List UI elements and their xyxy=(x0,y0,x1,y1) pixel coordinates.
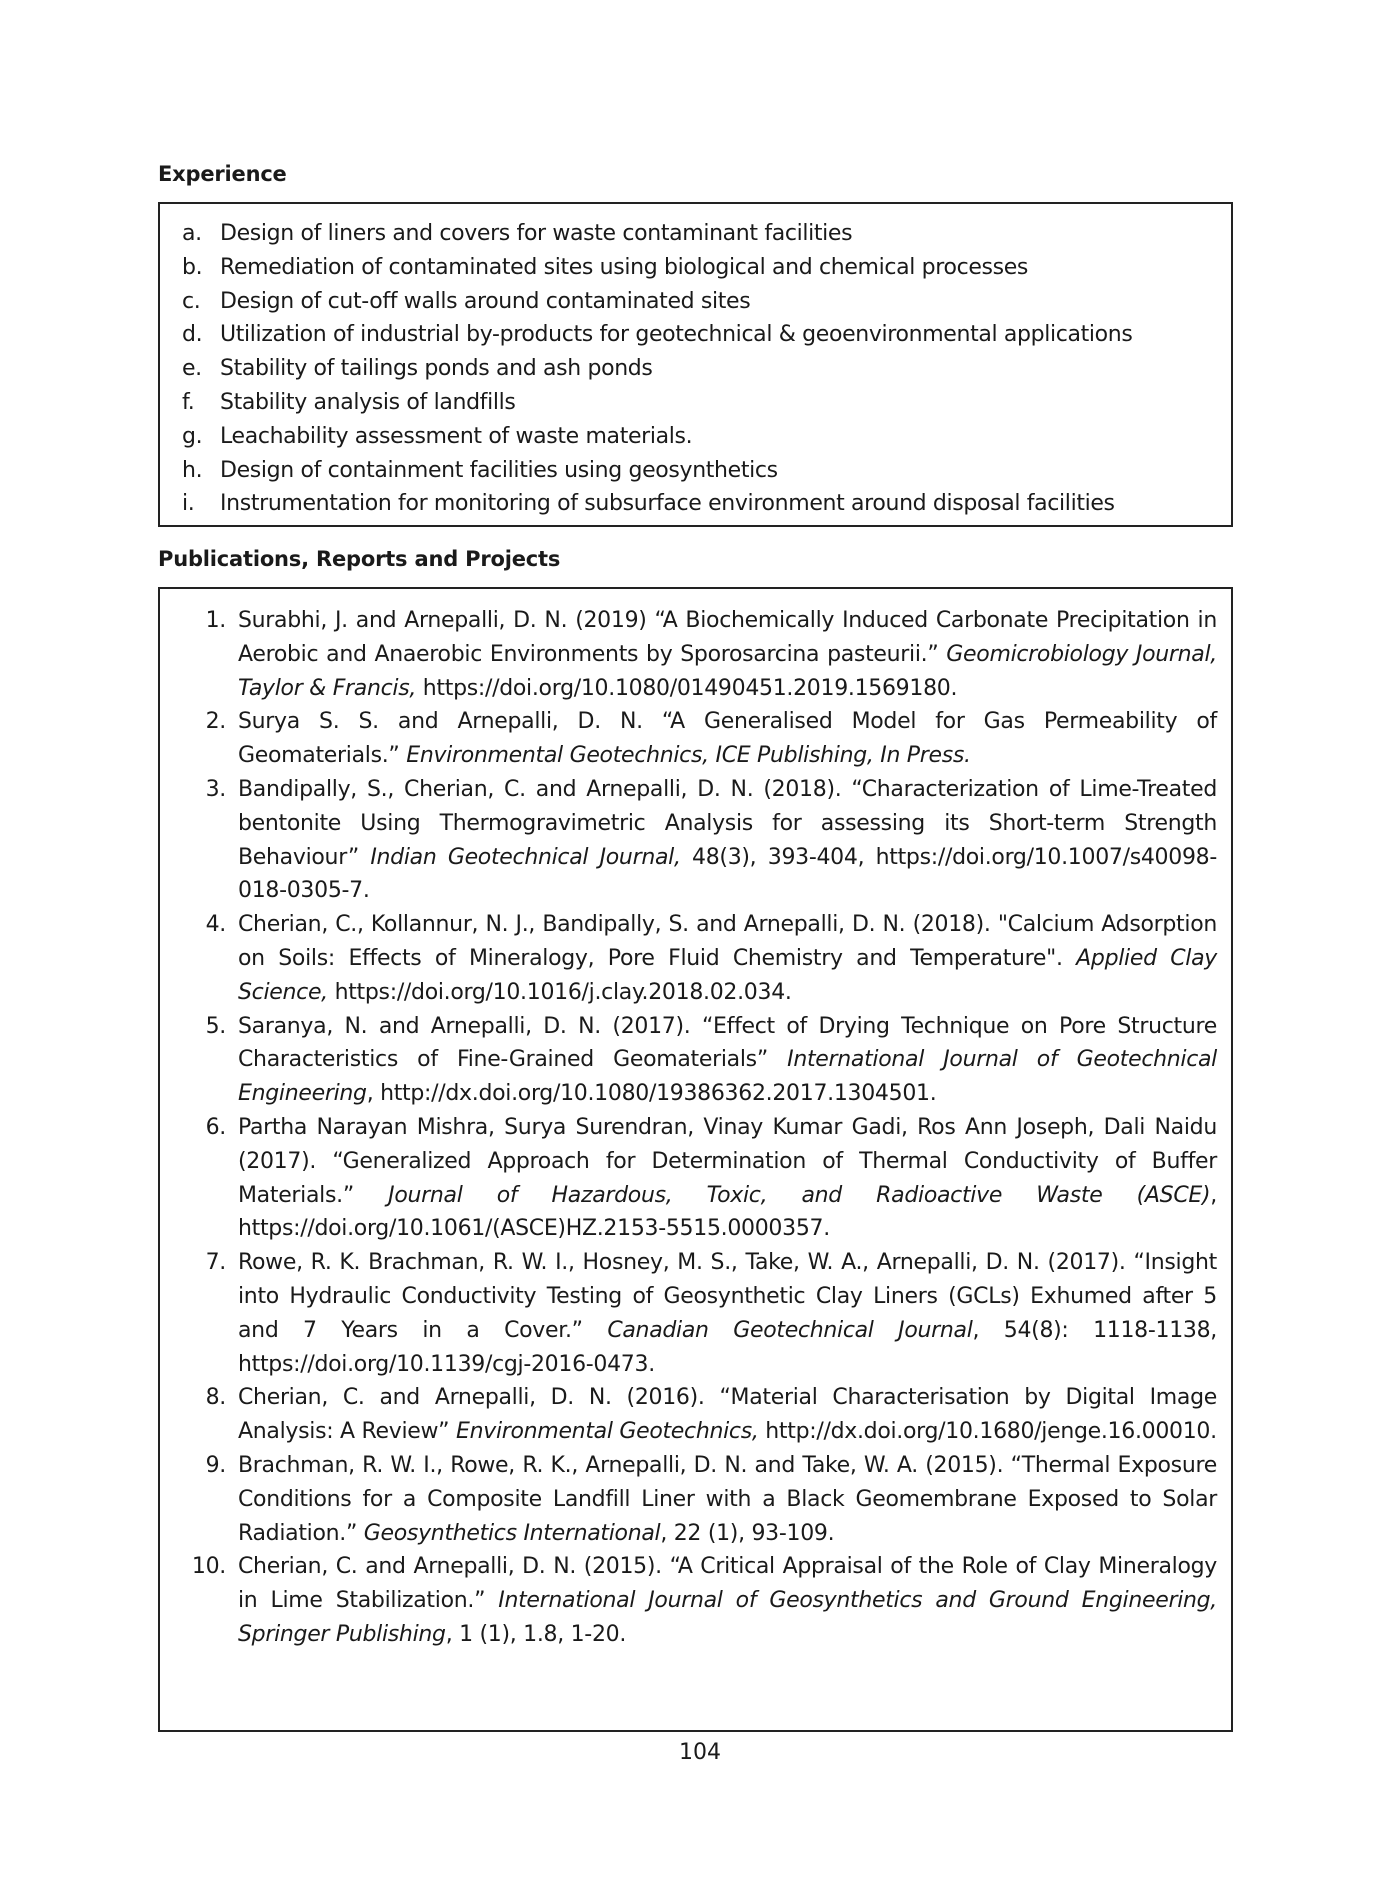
publication-citation xyxy=(238,1010,1217,1111)
publication-journal: Environmental Geotechnics, xyxy=(455,1419,759,1445)
publication-citation xyxy=(238,1246,1217,1381)
publication-item xyxy=(174,1381,1217,1449)
publication-details: , 54(8): 1118-1138, https://doi.org/10.1139/cgj-2016-0473. xyxy=(238,1317,1217,1377)
publication-journal: International Journal of Geosynthetics and Ground Engineering, Springer Publishing xyxy=(238,1588,1218,1647)
publication-journal: Journal of Hazardous, Toxic, and Radioactive Waste (ASCE) xyxy=(388,1182,1211,1208)
publication-journal: Environmental Geotechnics, ICE Publishing, In Press. xyxy=(406,743,971,769)
publication-details: , 1 (1), 1.8, 1-20. xyxy=(445,1621,627,1647)
experience-item-text: Instrumentation for monitoring of subsurface environment around disposal facilities xyxy=(220,491,1115,517)
experience-item-letter: a. xyxy=(182,221,202,246)
publication-number: 1. xyxy=(205,608,226,633)
experience-list xyxy=(182,217,1231,521)
publication-journal: Applied Clay Science, xyxy=(238,945,1217,1005)
experience-box xyxy=(158,202,1233,527)
publication-item xyxy=(174,1550,1217,1651)
publications-heading: Publications, Reports and Projects xyxy=(158,547,561,571)
experience-item-letter: b. xyxy=(182,254,203,280)
experience-item-text: Design of containment facilities using geosynthetics xyxy=(220,457,778,483)
publication-number: 6. xyxy=(205,1114,226,1140)
publication-authors-title: Bandipally, S., Cherian, C. and Arnepalli, D. N. (2018). “Characterization of Lime-Treated bentonite Using Thermogravimetric Analysis for assessing its Short-term Strength Behaviour” xyxy=(238,776,1217,870)
experience-item-letter: d. xyxy=(182,322,203,348)
publication-item xyxy=(174,1449,1217,1550)
publication-item xyxy=(174,1111,1217,1246)
publication-citation xyxy=(238,1550,1217,1651)
experience-item xyxy=(182,318,1231,352)
publication-citation xyxy=(238,1381,1217,1449)
publication-citation xyxy=(238,908,1217,1009)
publication-authors-title: Surabhi, J. and Arnepalli, D. N. (2019) “A Biochemically Induced Carbonate Precipitation in Aerobic and Anaerobic Environments by Sporosarcina pasteurii.” xyxy=(238,608,1217,667)
publication-item xyxy=(174,705,1217,773)
publication-authors-title: Surya S. S. and Arnepalli, D. N. “A Generalised Model for Gas Permeability of Geomaterials.” xyxy=(238,709,1217,769)
publication-number: 8. xyxy=(205,1385,226,1411)
publication-journal: International Journal of Geotechnical Engineering xyxy=(238,1047,1217,1107)
experience-item-letter: i. xyxy=(182,491,195,517)
experience-item-text: Design of cut-off walls around contaminated sites xyxy=(220,288,751,314)
publication-details: https://doi.org/10.1080/01490451.2019.1569180. xyxy=(416,675,958,701)
experience-item-text: Stability analysis of landfills xyxy=(220,389,516,415)
publication-number: 10. xyxy=(191,1554,226,1580)
publication-authors-title: Saranya, N. and Arnepalli, D. N. (2017). “Effect of Drying Technique on Pore Structure Characteristics of Fine-Grained Geomaterials” xyxy=(238,1013,1217,1073)
experience-item-letter: g. xyxy=(182,423,203,449)
experience-item-text: Utilization of industrial by-products for geotechnical & geoenvironmental applications xyxy=(220,322,1133,348)
experience-item xyxy=(182,487,1231,521)
experience-heading: Experience xyxy=(158,162,287,186)
publication-item xyxy=(174,908,1217,1009)
publication-citation xyxy=(238,773,1217,908)
experience-item-text: Stability of tailings ponds and ash ponds xyxy=(220,356,653,382)
publication-details: , http://dx.doi.org/10.1080/19386362.2017.1304501. xyxy=(366,1081,937,1107)
experience-item-text: Remediation of contaminated sites using biological and chemical processes xyxy=(220,254,1029,280)
experience-item xyxy=(182,352,1231,386)
publication-number: 7. xyxy=(205,1250,226,1276)
publication-number: 9. xyxy=(205,1452,226,1478)
publication-details: https://doi.org/10.1016/j.clay.2018.02.034. xyxy=(327,979,792,1005)
publication-journal: Canadian Geotechnical Journal xyxy=(607,1317,973,1343)
publication-journal: Geomicrobiology Journal, Taylor & Francis, xyxy=(238,641,1217,701)
experience-item xyxy=(182,454,1231,488)
publication-citation xyxy=(238,604,1217,705)
publication-journal: Indian Geotechnical Journal, xyxy=(370,844,681,870)
publication-authors-title: Cherian, C., Kollannur, N. J., Bandipally, S. and Arnepalli, D. N. (2018). "Calcium Adsorption on Soils: Effects of Mineralogy, Pore Fluid Chemistry and Temperature". xyxy=(238,912,1217,971)
publication-citation xyxy=(238,1449,1217,1550)
experience-item-letter: e. xyxy=(182,356,202,382)
publication-number: 5. xyxy=(205,1013,226,1039)
publication-number: 3. xyxy=(205,776,226,802)
publication-authors-title: Rowe, R. K. Brachman, R. W. I., Hosney, M. S., Take, W. A., Arnepalli, D. N. (2017). “Insight into Hydraulic Conductivity Testing of Geosynthetic Clay Liners (GCLs) Exhumed after 5 and 7 Years in a Cover.” xyxy=(238,1250,1217,1343)
publication-number: 2. xyxy=(205,709,226,735)
publication-citation xyxy=(238,1111,1217,1246)
experience-item-letter: h. xyxy=(182,457,203,483)
publications-list xyxy=(174,604,1217,1652)
publication-journal: Geosynthetics International xyxy=(363,1520,661,1546)
publication-authors-title: Partha Narayan Mishra, Surya Surendran, Vinay Kumar Gadi, Ros Ann Joseph, Dali Naidu (2017). “Generalized Approach for Determination of Thermal Conductivity of Buffer Materials.” xyxy=(238,1114,1217,1208)
publication-authors-title: Cherian, C. and Arnepalli, D. N. (2015). “A Critical Appraisal of the Role of Clay Mineralogy in Lime Stabilization.” xyxy=(238,1554,1217,1614)
experience-item xyxy=(182,285,1231,319)
page-number: 104 xyxy=(679,1740,721,1765)
experience-item xyxy=(182,217,1231,251)
publication-item xyxy=(174,1010,1217,1111)
publication-item xyxy=(174,604,1217,705)
experience-item-text: Design of liners and covers for waste contaminant facilities xyxy=(220,221,853,246)
experience-item-text: Leachability assessment of waste materials. xyxy=(220,423,693,449)
experience-item-letter: c. xyxy=(182,288,201,314)
publication-citation xyxy=(238,705,1217,773)
experience-item-letter: f. xyxy=(182,389,195,415)
publication-authors-title: Cherian, C. and Arnepalli, D. N. (2016). “Material Characterisation by Digital Image Analysis: A Review” xyxy=(238,1385,1217,1445)
publication-details: , https://doi.org/10.1061/(ASCE)HZ.2153-5515.0000357. xyxy=(238,1182,1217,1242)
publication-details: , 22 (1), 93-109. xyxy=(660,1520,835,1546)
publication-details: http://dx.doi.org/10.1680/jenge.16.00010. xyxy=(758,1419,1217,1445)
publications-box xyxy=(158,587,1233,1732)
publication-details: 48(3), 393-404, https://doi.org/10.1007/s40098-018-0305-7. xyxy=(238,844,1217,904)
publication-item xyxy=(174,773,1217,908)
experience-item xyxy=(182,386,1231,420)
experience-item xyxy=(182,251,1231,285)
publication-authors-title: Brachman, R. W. I., Rowe, R. K., Arnepalli, D. N. and Take, W. A. (2015). “Thermal Exposure Conditions for a Composite Landfill Liner with a Black Geomembrane Exposed to Solar Radiation.” xyxy=(238,1452,1217,1546)
experience-item xyxy=(182,420,1231,454)
publication-number: 4. xyxy=(205,912,226,938)
publication-item xyxy=(174,1246,1217,1381)
